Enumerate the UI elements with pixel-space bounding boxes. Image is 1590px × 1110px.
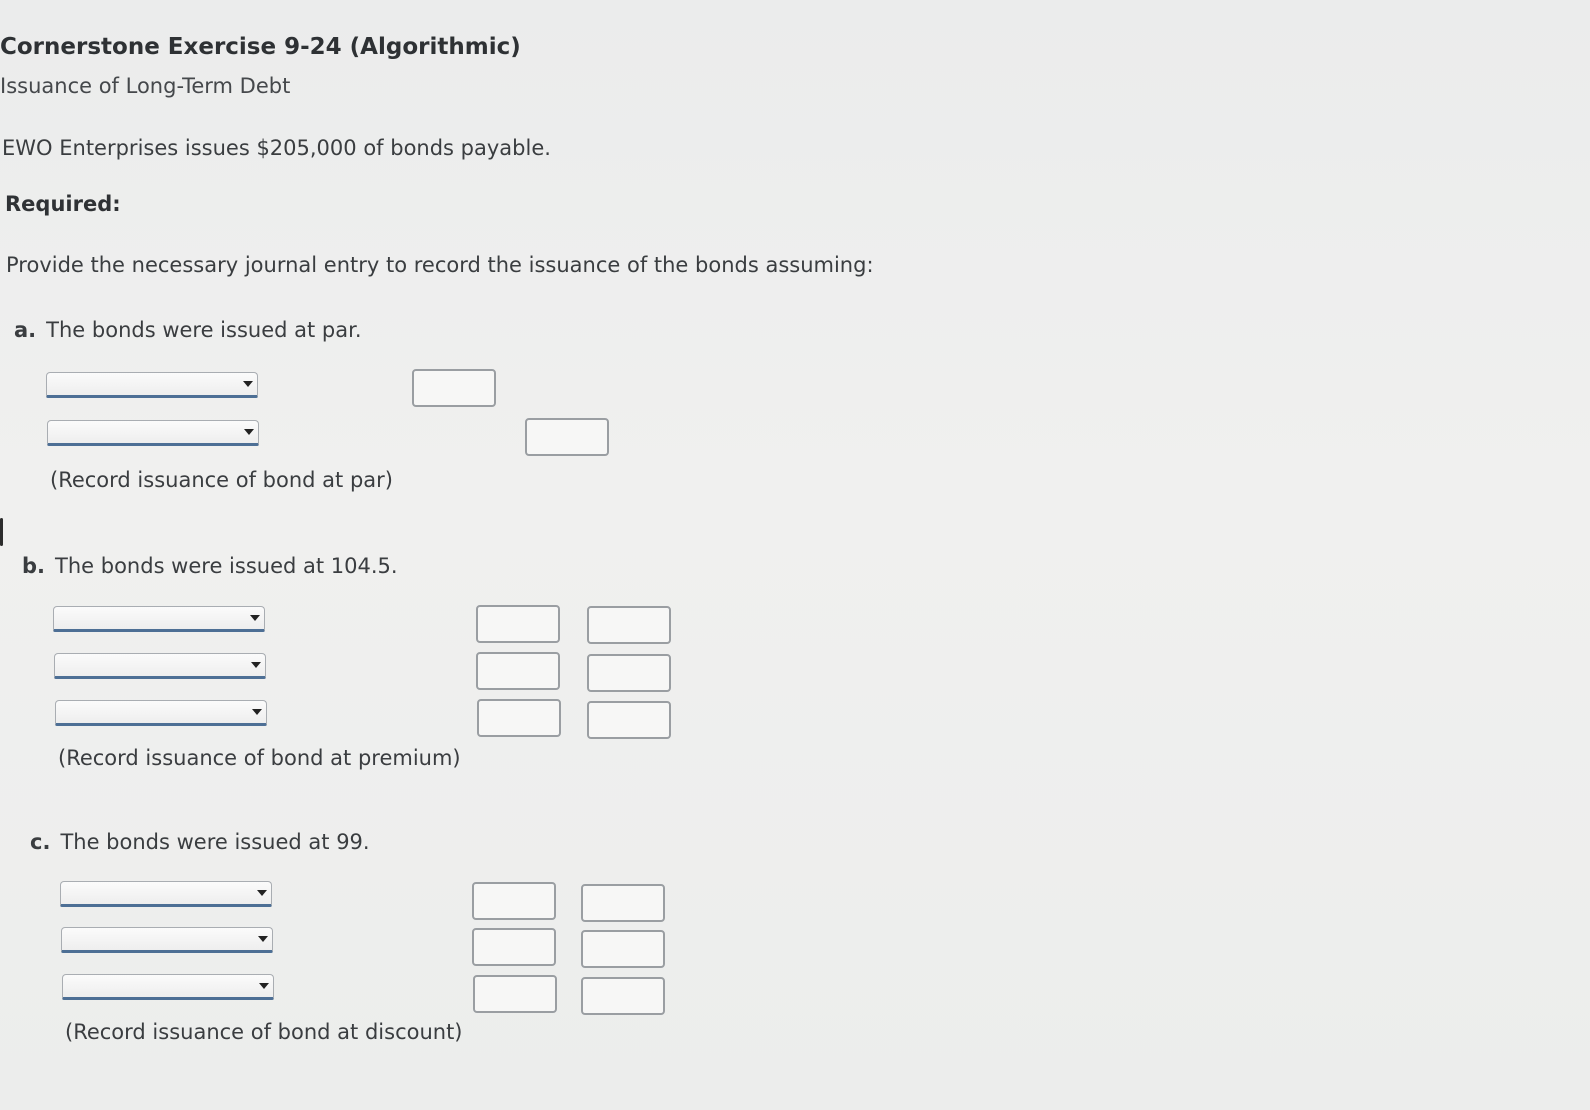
edge-marker [0, 518, 3, 546]
part-b-letter: b. [22, 554, 46, 578]
problem-statement: EWO Enterprises issues $205,000 of bonds payable. [2, 136, 551, 160]
part-b-credit-input-1[interactable] [587, 606, 671, 644]
part-a-account-select-1[interactable] [46, 372, 258, 398]
instruction-text: Provide the necessary journal entry to record the issuance of the bonds assuming: [6, 253, 874, 277]
chevron-down-icon [257, 890, 267, 896]
part-a-credit-input-2[interactable] [525, 418, 609, 456]
part-a-note: (Record issuance of bond at par) [50, 468, 393, 492]
part-b-question-text: The bonds were issued at 104.5. [55, 554, 398, 578]
chevron-down-icon [250, 615, 260, 621]
part-c-credit-input-3[interactable] [581, 977, 665, 1015]
part-c-note: (Record issuance of bond at discount) [65, 1020, 463, 1044]
chevron-down-icon [243, 381, 253, 387]
part-c-credit-input-2[interactable] [581, 930, 665, 968]
part-b-account-select-3[interactable] [55, 700, 267, 726]
part-a-question [14, 318, 362, 342]
part-c-letter: c. [30, 830, 51, 854]
part-c-account-select-3[interactable] [62, 974, 274, 1000]
part-c-debit-input-1[interactable] [472, 882, 556, 920]
part-b-debit-input-2[interactable] [476, 652, 560, 690]
part-c-debit-input-2[interactable] [472, 928, 556, 966]
chevron-down-icon [251, 662, 261, 668]
part-c-credit-input-1[interactable] [581, 884, 665, 922]
part-b-debit-input-3[interactable] [477, 699, 561, 737]
part-c-question-text: The bonds were issued at 99. [60, 830, 370, 854]
part-b-credit-input-2[interactable] [587, 654, 671, 692]
chevron-down-icon [244, 429, 254, 435]
part-a-debit-input-1[interactable] [412, 369, 496, 407]
part-c-question [30, 830, 370, 854]
chevron-down-icon [252, 709, 262, 715]
part-b-note: (Record issuance of bond at premium) [58, 746, 461, 770]
page-title: Cornerstone Exercise 9-24 (Algorithmic) [0, 34, 521, 60]
part-b-debit-input-1[interactable] [476, 605, 560, 643]
part-a-account-select-2[interactable] [47, 420, 259, 446]
part-a-question-text: The bonds were issued at par. [46, 318, 362, 342]
part-b-account-select-2[interactable] [54, 653, 266, 679]
part-a-letter: a. [14, 318, 37, 342]
page-subtitle: Issuance of Long-Term Debt [0, 74, 291, 98]
part-c-account-select-1[interactable] [60, 881, 272, 907]
required-label: Required: [5, 192, 121, 216]
chevron-down-icon [258, 936, 268, 942]
part-b-question [22, 554, 398, 578]
part-b-credit-input-3[interactable] [587, 701, 671, 739]
part-c-account-select-2[interactable] [61, 927, 273, 953]
part-b-account-select-1[interactable] [53, 606, 265, 632]
part-c-debit-input-3[interactable] [473, 975, 557, 1013]
chevron-down-icon [259, 983, 269, 989]
